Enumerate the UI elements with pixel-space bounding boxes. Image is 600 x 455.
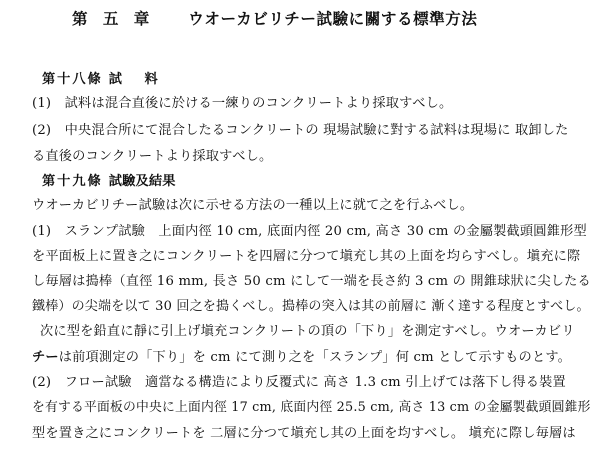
chapter-title: ウオーカビリチー試驗に關する標準方法 [188, 10, 478, 28]
article-19-line-4: 鐵棒）の尖端を以て 30 回之を搗くべし。搗棒の突入は其の前層に 漸く達する程度とすべし。 [32, 299, 590, 314]
article-19-line-7: (2) フロー試驗 適當なる構造により反覆式に 高さ 1.3 cm 引上げては落下し得る裝置 [32, 375, 566, 390]
article-19-line-5: 次に型を鉛直に靜に引上げ塡充コンクリートの頂の「下り」を測定すべし。ウオーカビリ [40, 324, 575, 339]
article-19-intro: ウオーカビリチー試驗は次に示せる方法の一種以上に就て之を行ふべし。 [32, 198, 474, 213]
article-19-line-6 [32, 350, 571, 366]
chapter-heading [72, 10, 477, 28]
article-18-paragraph-2-line-1: (2) 中央混合所にて混合したるコンクリートの 現場試驗に對する試料は現場に 取卸した [32, 123, 569, 138]
chapter-number: 第 五 章 [72, 10, 155, 28]
article-19-line-6-text: は前項測定の「下り」を cm にて測り之を「スランプ」何 cm として示すものとす。 [58, 350, 572, 365]
article-18-paragraph-1: (1) 試料は混合直後に於ける一練りのコンクリートより採取すべし。 [32, 96, 453, 111]
article-19-line-9: 型を置き之にコンクリートを 二層に分つて塡充し其の上面を均すべし。 塡充に際し毎層は [32, 426, 576, 441]
article-19-line-2: を平面板上に置き之にコンクリートを四層に分つて塡充し其の上面を均らすべし。塡充に際 [32, 249, 581, 264]
article-18-title: 試 料 [108, 72, 167, 87]
article-19-heading [42, 174, 176, 190]
article-18-heading [42, 72, 167, 88]
article-19-number: 第十九條 [42, 174, 103, 189]
article-19-line-1: (1) スランプ試驗 上面内徑 10 cm, 底面内徑 20 cm, 高さ 30 cm の金屬製截頭圓錐形型 [32, 224, 587, 239]
article-19-line-6-bold-start: チー [32, 350, 59, 365]
article-19-title: 試驗及結果 [108, 174, 176, 189]
article-19-line-8: を有する平面板の中央に上面内徑 17 cm, 底面内徑 25.5 cm, 高さ 13 cm の金屬製截頭圓錐形 [32, 400, 591, 415]
article-18-number: 第十八條 [42, 72, 103, 87]
article-19-line-3: し毎層は搗棒（直徑 16 mm, 長さ 50 cm にして一端を長さ約 3 cm の 開錐球狀に尖したる [32, 274, 591, 289]
article-18-paragraph-2-line-2: る直後のコンクリートより採取すべし。 [32, 149, 273, 164]
